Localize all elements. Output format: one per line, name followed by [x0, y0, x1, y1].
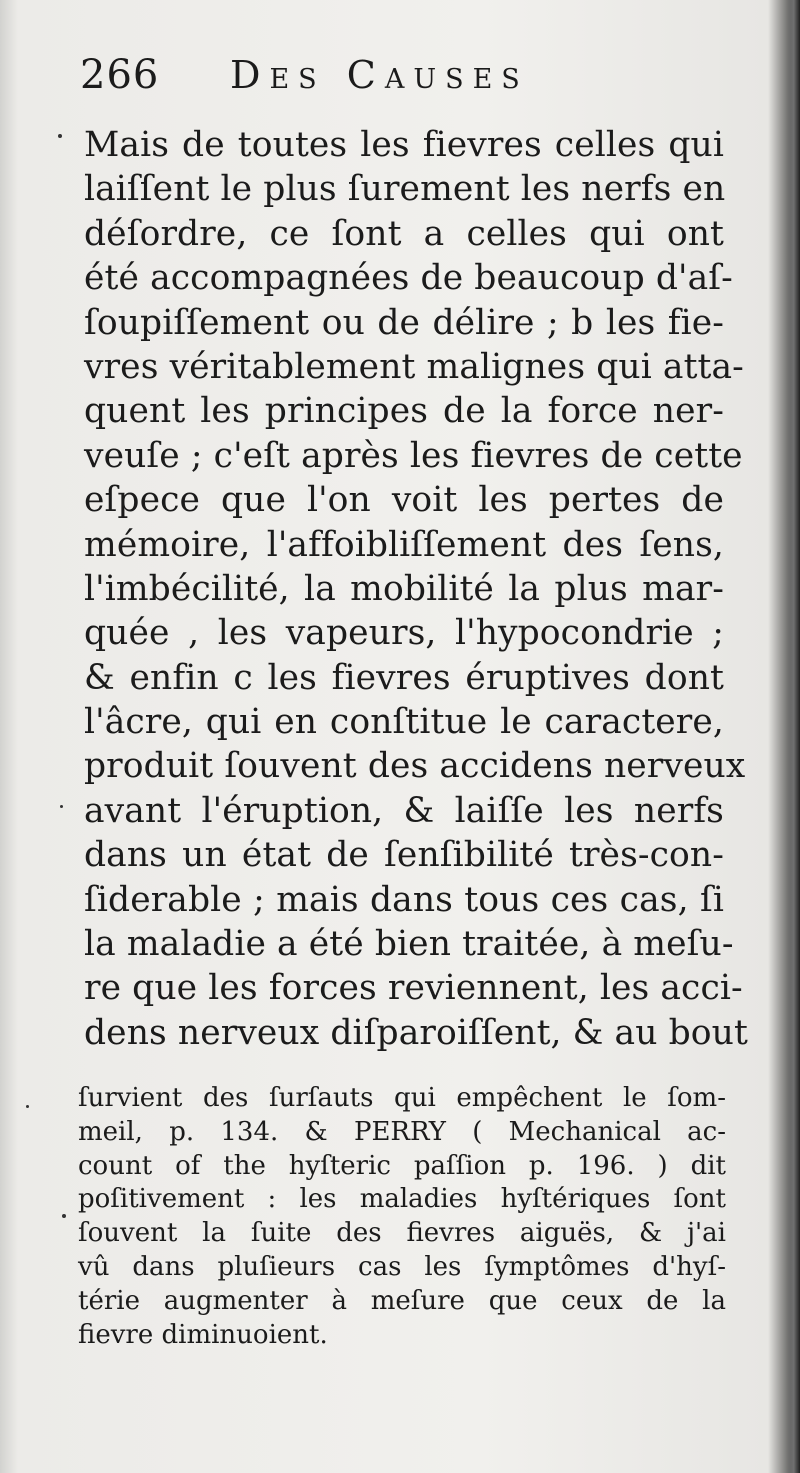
ink-speck	[62, 1214, 66, 1218]
page-number: 266	[80, 52, 160, 98]
footnote-line: poſitivement : les maladies hyſtériques ſont	[78, 1184, 726, 1215]
text-line: eſpece que l'on voit les pertes de	[84, 480, 724, 521]
text-line: l'âcre, qui en conſtitue le caractere,	[84, 702, 724, 743]
text-line: dans un état de ſenſibilité très-con-	[84, 835, 724, 876]
footnote-line: meil, p. 134. & PERRY ( Mechanical ac-	[78, 1116, 726, 1147]
text-line: quée , les vapeurs, l'hypocondrie ;	[84, 613, 724, 654]
footnote-block	[78, 1082, 726, 1352]
text-line: vres véritablement malignes qui atta-	[84, 346, 744, 387]
ink-speck	[60, 805, 63, 808]
footnote-line: térie augmenter à meſure que ceux de la	[78, 1285, 726, 1316]
text-line: re que les forces reviennent, les acci-	[84, 968, 743, 1009]
text-line: mémoire, l'affoibliſſement des ſens,	[84, 524, 724, 565]
footnote-line: count of the hyſteric paſſion p. 196. ) dit	[78, 1150, 726, 1181]
text-line: Mais de toutes les fievres celles qui	[84, 125, 724, 165]
text-line: été accompagnées de beaucoup d'aſ-	[84, 258, 733, 299]
text-line: déſordre, ce ſont a celles qui ont	[84, 213, 724, 254]
main-text-block	[84, 123, 748, 1055]
footnote-line: fievre diminuoient.	[78, 1319, 328, 1350]
text-line: produit ſouvent des accidens nerveux	[84, 746, 746, 787]
page-header	[80, 45, 700, 105]
text-line: laiſſent le plus ſurement les nerfs en	[84, 169, 726, 210]
ink-speck	[58, 134, 62, 138]
text-line: ſiderable ; mais dans tous ces cas, ſi	[84, 879, 724, 920]
text-line: ſoupiſſement ou de délire ; b les fie-	[84, 302, 724, 343]
footnote-line: ſurvient des ſurſauts qui empêchent le ſom-	[78, 1083, 726, 1113]
page-edge-shadow	[786, 0, 800, 1473]
text-line: dens nerveux diſparoiſſent, & au bout	[84, 1012, 748, 1053]
text-line: avant l'éruption, & laiſſe les nerfs	[84, 790, 724, 831]
text-line: l'imbécilité, la mobilité la plus mar-	[84, 568, 724, 609]
text-line: & enfin c les fievres éruptives dont	[84, 657, 724, 698]
footnote-line: ſouvent la ſuite des fievres aiguës, & j'ai	[78, 1218, 726, 1249]
footnote-line: vû dans pluſieurs cas les ſymptômes d'hyſ-	[78, 1251, 726, 1282]
text-line: veuſe ; c'eſt après les fievres de cette	[84, 435, 743, 476]
running-title: Des Causes	[230, 53, 529, 97]
text-line: la maladie a été bien traitée, à meſu-	[84, 924, 734, 965]
ink-speck	[26, 1105, 29, 1108]
text-line: quent les principes de la force ner-	[84, 391, 724, 432]
